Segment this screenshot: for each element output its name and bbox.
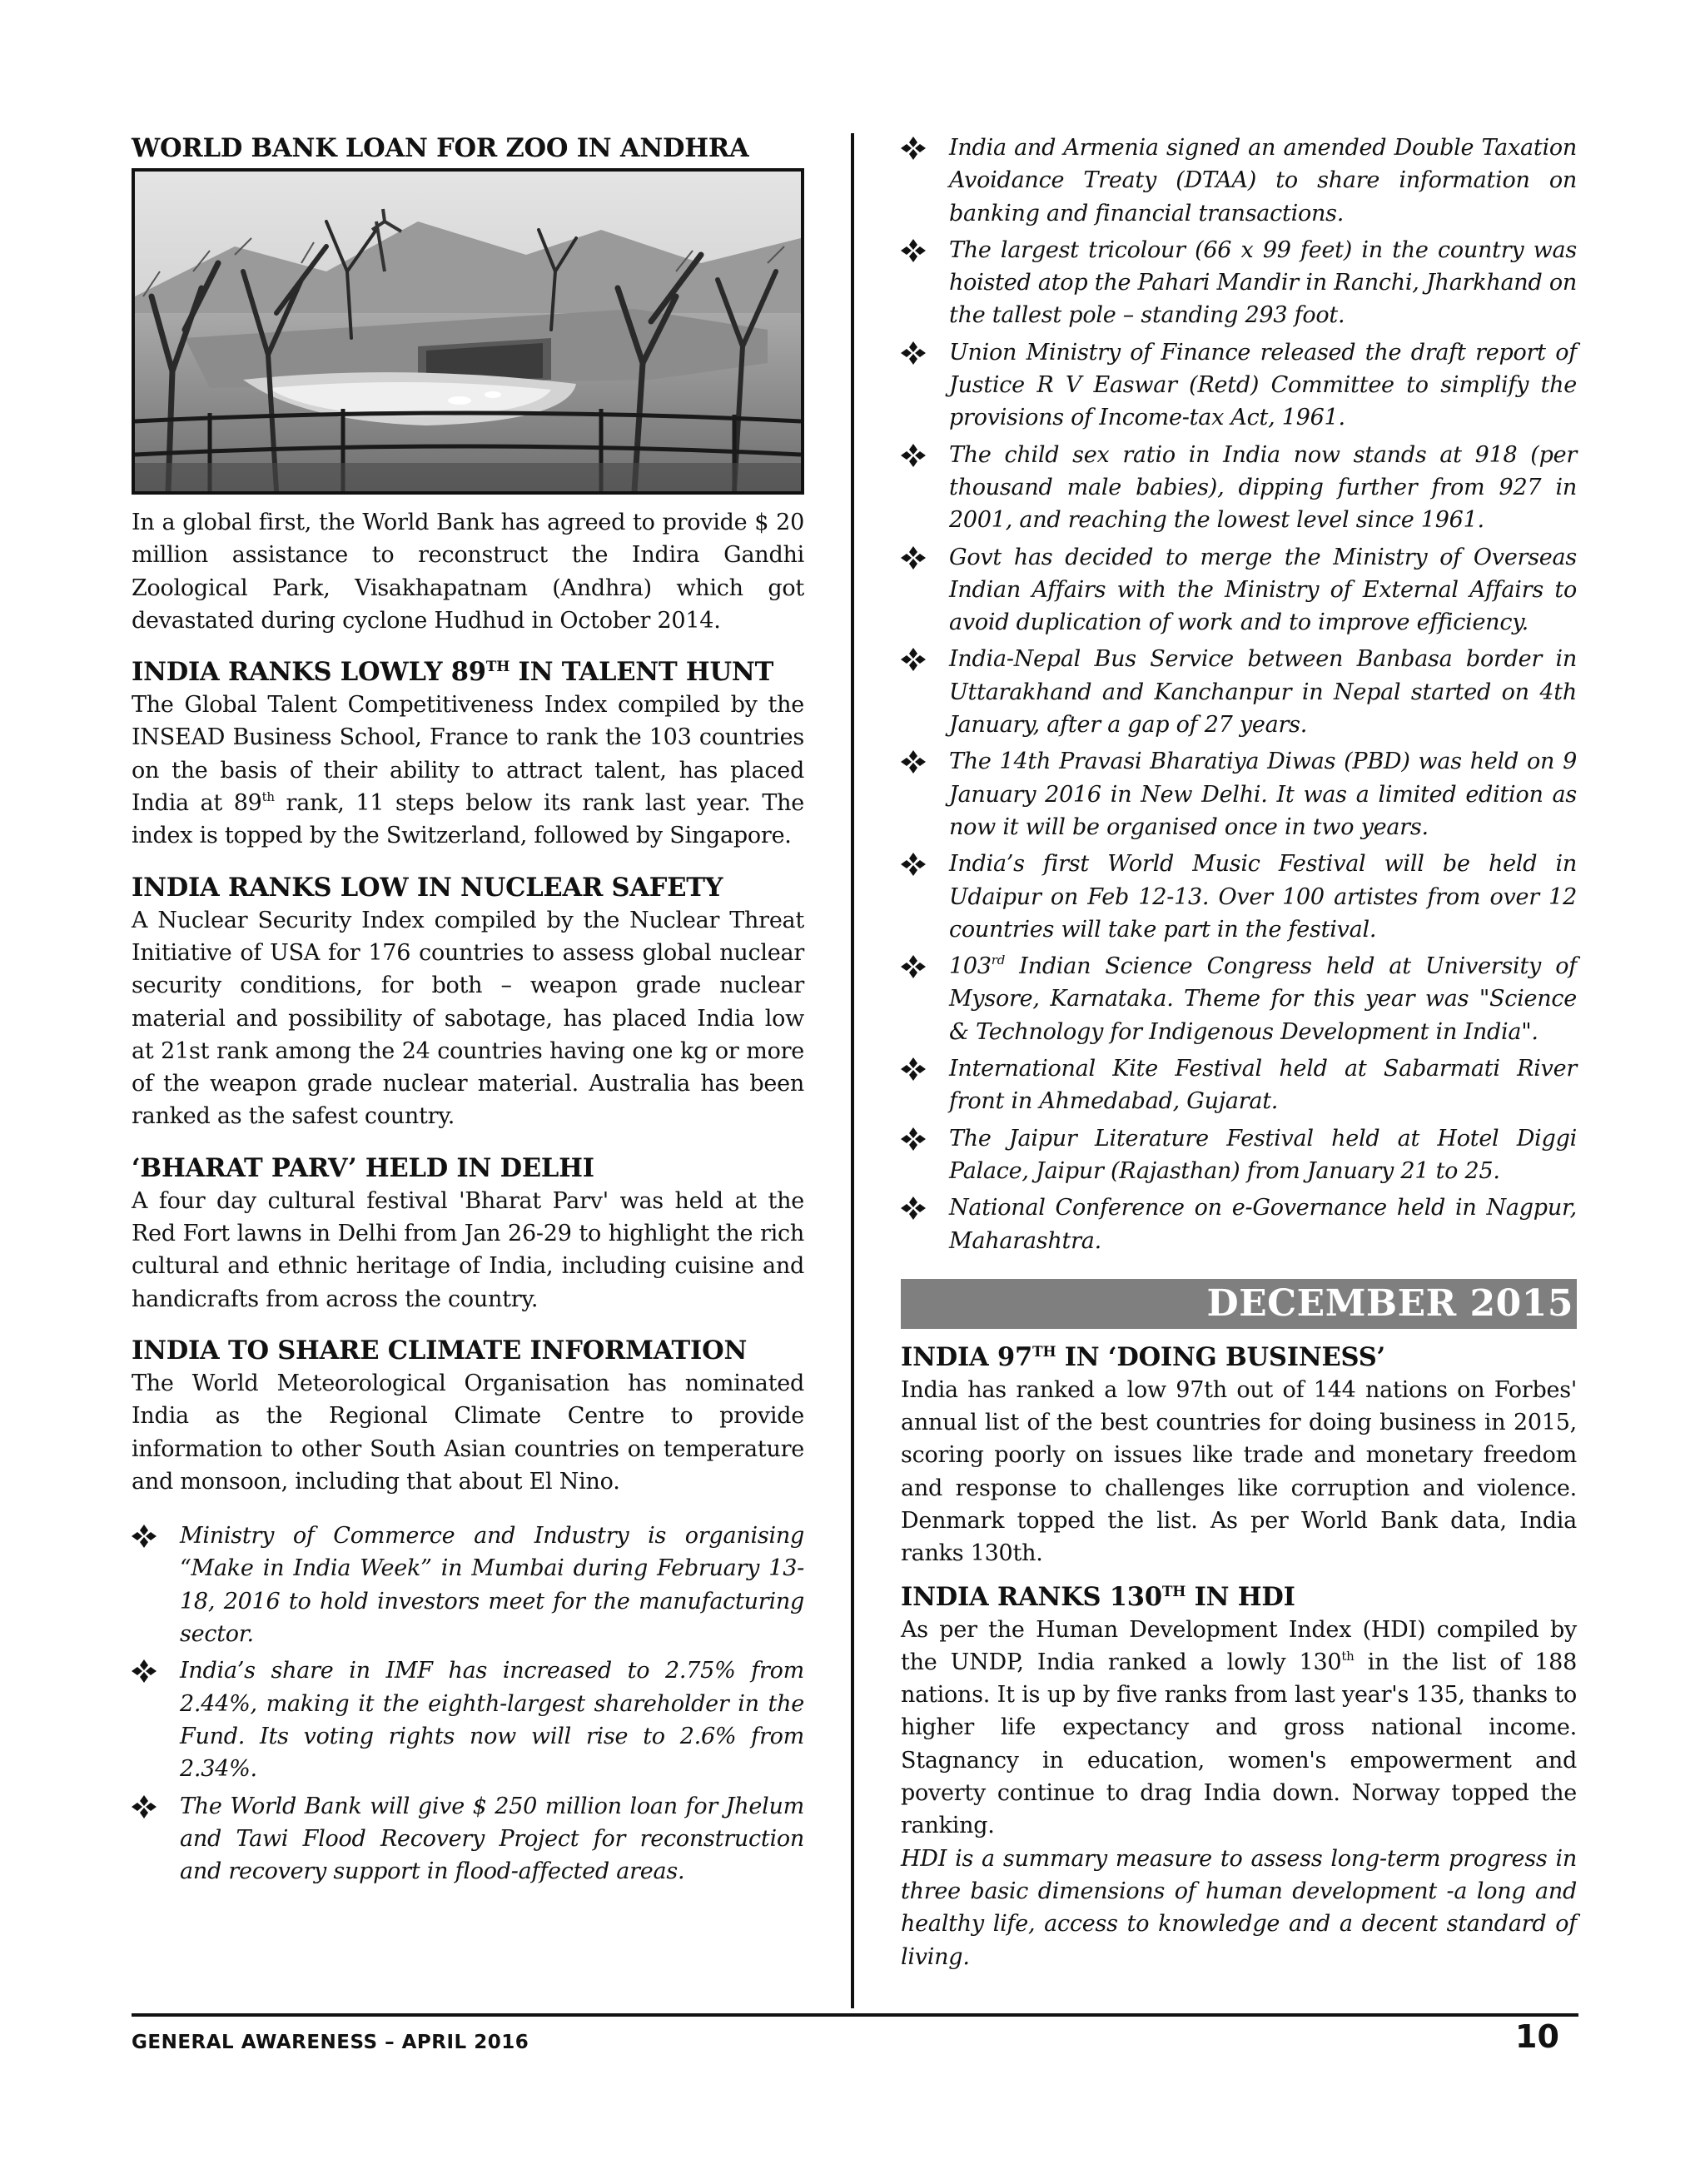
article-bharat-parv bbox=[132, 1152, 804, 1316]
diamond-bullet-icon bbox=[901, 444, 926, 467]
bullet-text: India and Armenia signed an amended Double Taxation Avoidance Treaty (DTAA) to share information on banking and financial transactions. bbox=[949, 135, 1577, 226]
article-body: In a global first, the World Bank has agreed to provide $ 20 million assistance to reconstruct the Indira Gandhi Zoological Park, Visakhapatnam (Andhra) which got devastated during cyclone Hudhud in October 2014. bbox=[132, 510, 804, 634]
diamond-bullet-icon bbox=[132, 1525, 157, 1548]
article-title: ‘BHARAT PARV’ HELD IN DELHI bbox=[132, 1152, 594, 1183]
bullet-item bbox=[901, 745, 1577, 843]
article-talent bbox=[132, 655, 804, 852]
diamond-bullet-icon bbox=[901, 341, 926, 365]
diamond-bullet-icon bbox=[901, 648, 926, 671]
bullet-item bbox=[901, 848, 1577, 946]
article-title bbox=[901, 1341, 1577, 1374]
diamond-bullet-icon bbox=[901, 750, 926, 774]
body-text: The Global Talent Competitiveness Index compiled by the INSEAD Business School, France to rank the 103 countries on the basis of their ability to attract talent, has placed India at 89 bbox=[132, 692, 804, 817]
bullet-item bbox=[901, 950, 1577, 1048]
title-text: INDIA 97 bbox=[901, 1341, 1032, 1372]
month-banner-label: DECEMBER 2015 bbox=[1206, 1281, 1573, 1325]
bullet-item bbox=[132, 1790, 804, 1888]
right-column bbox=[901, 132, 1577, 1992]
diamond-bullet-icon bbox=[901, 1127, 926, 1151]
article-zoo bbox=[132, 132, 804, 637]
body-superscript: th bbox=[261, 789, 275, 805]
article-title bbox=[901, 1580, 1577, 1614]
body-text: in the list of 188 nations. It is up by five ranks from last year's 135, thanks to higher life expectancy and gross national income. Stagnancy in education, women's empowerment and poverty continue to drag India down. Norway topped the ranking. bbox=[901, 1649, 1577, 1839]
bullet-item bbox=[901, 132, 1577, 230]
article-body: A Nuclear Security Index compiled by the Nuclear Threat Initiative of USA for 176 countries to assess global nuclear security conditions, for both – weapon grade nuclear material and possibility of sabotage, has placed India low at 21st rank among the 24 countries having one kg or more of the weapon grade nuclear material. Australia has been ranked as the safest country. bbox=[132, 907, 804, 1130]
bullet-item bbox=[132, 1520, 804, 1650]
bullet-text: The World Bank will give $ 250 million loan for Jhelum and Tawi Flood Recovery Project for reconstruction and recovery support in flood-affected areas. bbox=[180, 1793, 804, 1885]
article-title bbox=[132, 655, 804, 689]
article-title: WORLD BANK LOAN FOR ZOO IN ANDHRA bbox=[132, 133, 749, 163]
title-text: IN TALENT HUNT bbox=[510, 657, 774, 688]
bullet-text: India-Nepal Bus Service between Banbasa border in Uttarakhand and Kanchanpur in Nepal started on 4th January, after a gap of 27 years. bbox=[949, 646, 1577, 739]
article-body bbox=[132, 689, 804, 852]
diamond-bullet-icon bbox=[901, 955, 926, 978]
article-body: The World Meteorological Organisation has nominated India as the Regional Climate Centre to provide information to other South Asian countries on temperature and monsoon, including that about El Nino. bbox=[132, 1370, 804, 1495]
body-text: rank, 11 steps below its rank last year. The index is topped by the Switzerland, followed by Singapore. bbox=[132, 790, 804, 849]
zoo-photo bbox=[132, 168, 804, 495]
bullet-text: Union Ministry of Finance released the draft report of Justice R V Easwar (Retd) Committee to simplify the provisions of Income-tax Act, 1961. bbox=[949, 339, 1577, 431]
bullet-text: The largest tricolour (66 x 99 feet) in the country was hoisted atop the Pahari Mandir in Ranchi, Jharkhand on the tallest pole – standing 293 foot. bbox=[949, 236, 1577, 329]
bullet-item bbox=[901, 1191, 1577, 1257]
page-number: 10 bbox=[1515, 2018, 1559, 2055]
article-doing-business bbox=[901, 1341, 1577, 1570]
diamond-bullet-icon bbox=[901, 546, 926, 570]
title-superscript: TH bbox=[1032, 1343, 1056, 1361]
bullet-item bbox=[901, 234, 1577, 332]
article-nuclear bbox=[132, 871, 804, 1133]
article-body: India has ranked a low 97th out of 144 nations on Forbes' annual list of the best countries for doing business in 2015, scoring poorly on issues like trade and monetary freedom and response to challenges like corruption and violence. Denmark topped the list. As per World Bank data, India ranks 130th. bbox=[901, 1376, 1577, 1567]
right-bullet-list bbox=[901, 132, 1577, 1257]
diamond-bullet-icon bbox=[132, 1795, 157, 1818]
article-climate bbox=[132, 1334, 804, 1498]
bullet-item bbox=[901, 643, 1577, 741]
bullet-text: International Kite Festival held at Sabarmati River front in Ahmedabad, Gujarat. bbox=[949, 1056, 1577, 1115]
bullet-text: The child sex ratio in India now stands at 918 (per thousand male babies), dipping further from 927 in 2001, and reaching the lowest level since 1961. bbox=[949, 441, 1577, 534]
article-title: INDIA TO SHARE CLIMATE INFORMATION bbox=[132, 1335, 748, 1366]
title-superscript: TH bbox=[485, 659, 510, 676]
title-text: IN ‘DOING BUSINESS’ bbox=[1056, 1341, 1385, 1372]
diamond-bullet-icon bbox=[901, 239, 926, 262]
column-divider bbox=[851, 133, 854, 2008]
bullet-item bbox=[901, 1052, 1577, 1118]
title-superscript: TH bbox=[1161, 1583, 1186, 1600]
title-text: INDIA RANKS 130 bbox=[901, 1581, 1162, 1612]
diamond-bullet-icon bbox=[132, 1659, 157, 1683]
diamond-bullet-icon bbox=[901, 1196, 926, 1220]
article-body bbox=[901, 1614, 1577, 1843]
bullet-text: The Jaipur Literature Festival held at Hotel Diggi Palace, Jaipur (Rajasthan) from January 21 to 25. bbox=[949, 1125, 1577, 1184]
bullet-item bbox=[901, 1122, 1577, 1188]
bullet-text: 103 bbox=[949, 953, 992, 980]
bullet-item bbox=[901, 439, 1577, 537]
article-hdi bbox=[901, 1580, 1577, 1973]
month-banner bbox=[901, 1279, 1577, 1329]
article-body: A four day cultural festival 'Bharat Parv' was held at the Red Fort lawns in Delhi from Jan 26-29 to highlight the rich cultural and ethnic heritage of India, including cuisine and handicrafts from across the country. bbox=[132, 1187, 804, 1312]
left-column bbox=[132, 132, 804, 1892]
body-superscript: th bbox=[1341, 1648, 1355, 1664]
bullet-item bbox=[901, 541, 1577, 639]
footer-publication: GENERAL AWARENESS – APRIL 2016 bbox=[132, 2032, 529, 2053]
bullet-text: India’s first World Music Festival will be held in Udaipur on Feb 12-13. Over 100 artistes from over 12 countries will take part in the festival. bbox=[949, 851, 1577, 943]
diamond-bullet-icon bbox=[901, 1057, 926, 1081]
bullet-superscript: rd bbox=[991, 953, 1006, 968]
bullet-text: Govt has decided to merge the Ministry of Overseas Indian Affairs with the Ministry of External Affairs to avoid duplication of work and to improve efficiency. bbox=[949, 544, 1577, 636]
diamond-bullet-icon bbox=[901, 853, 926, 876]
article-note: HDI is a summary measure to assess long-term progress in three basic dimensions of human development -a long and healthy life, access to knowledge and a decent standard of living. bbox=[901, 1845, 1577, 1970]
body-text: As per the Human Development Index (HDI) compiled by the UNDP, India ranked a lowly 130 bbox=[901, 1616, 1577, 1675]
bullet-item bbox=[132, 1654, 804, 1785]
bullet-text: The 14th Pravasi Bharatiya Diwas (PBD) was held on 9 January 2016 in New Delhi. It was a limited edition as now it will be organised once in two years. bbox=[949, 749, 1577, 840]
bullet-text: National Conference on e-Governance held in Nagpur, Maharashtra. bbox=[949, 1195, 1577, 1254]
title-text: INDIA RANKS LOWLY 89 bbox=[132, 657, 486, 688]
bullet-text: Ministry of Commerce and Industry is organising “Make in India Week” in Mumbai during February 13-18, 2016 to hold investors meet for the manufacturing sector. bbox=[180, 1523, 804, 1648]
bullet-text: Indian Science Congress held at University of Mysore, Karnataka. Theme for this year was "Science & Technology for Indigenous Development in India". bbox=[949, 953, 1577, 1045]
diamond-bullet-icon bbox=[901, 137, 926, 160]
bullet-item bbox=[901, 336, 1577, 435]
bullet-text: India’s share in IMF has increased to 2.75% from 2.44%, making it the eighth-largest shareholder in the Fund. Its voting rights now will rise to 2.6% from 2.34%. bbox=[180, 1658, 804, 1783]
article-title: INDIA RANKS LOW IN NUCLEAR SAFETY bbox=[132, 872, 723, 903]
zoo-photo-illustration bbox=[135, 172, 801, 491]
title-text: IN HDI bbox=[1186, 1581, 1295, 1612]
footer-rule bbox=[132, 2013, 1578, 2017]
left-bullet-list bbox=[132, 1520, 804, 1888]
